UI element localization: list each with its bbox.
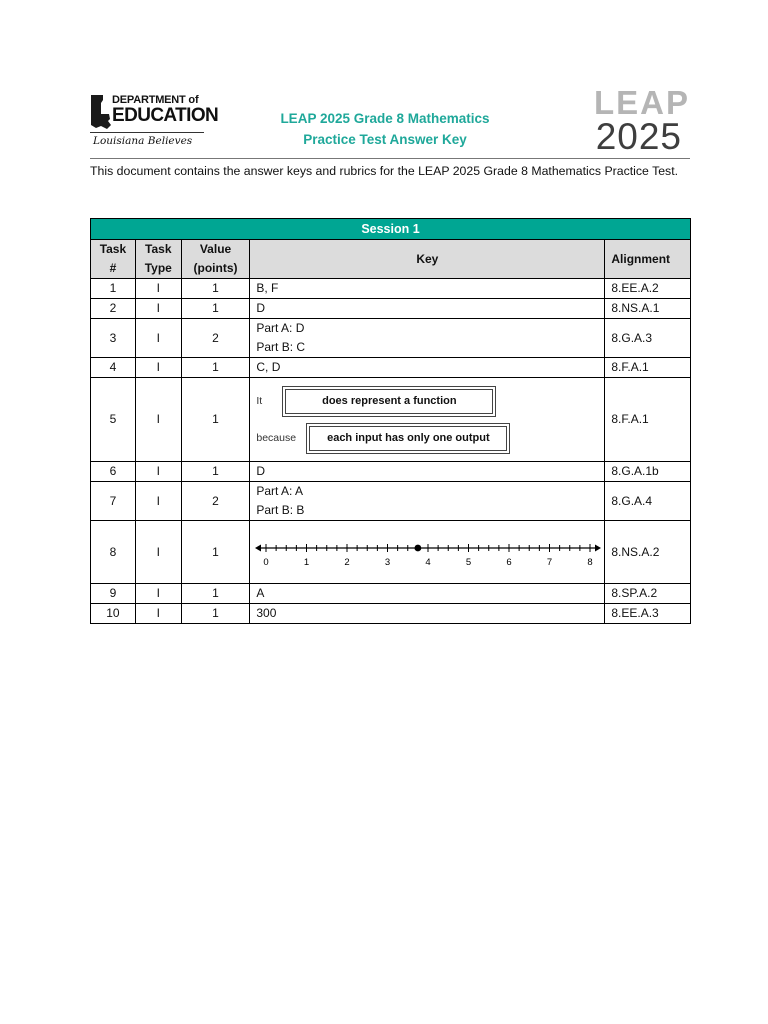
table-row — [91, 279, 691, 299]
answer-key: B, F — [250, 279, 605, 299]
task-type: I — [135, 482, 181, 521]
table-row — [91, 521, 691, 584]
task-value: 1 — [181, 462, 250, 482]
number-line-label: 7 — [547, 557, 553, 568]
table-header-row — [91, 240, 691, 279]
alignment: 8.SP.A.2 — [605, 584, 691, 604]
number-line — [250, 532, 604, 572]
doe-logo-line2: EDUCATION — [112, 105, 219, 126]
table-row — [91, 584, 691, 604]
task-type: I — [135, 299, 181, 319]
task-type: I — [135, 521, 181, 584]
task-number: 4 — [91, 358, 136, 378]
task-value: 1 — [181, 279, 250, 299]
number-line-label: 5 — [466, 557, 472, 568]
table-row — [91, 358, 691, 378]
inline-choice-box-1 — [282, 386, 496, 417]
table-row — [91, 462, 691, 482]
inline-choice-row-2 — [256, 423, 598, 454]
alignment: 8.F.A.1 — [605, 358, 691, 378]
session-header-row — [91, 219, 691, 240]
alignment: 8.NS.A.2 — [605, 521, 691, 584]
alignment: 8.F.A.1 — [605, 378, 691, 462]
task-type: I — [135, 378, 181, 462]
doe-logo-divider — [90, 132, 204, 133]
task-number: 1 — [91, 279, 136, 299]
leap-logo-word: LEAP — [593, 84, 690, 121]
answer-key — [250, 482, 605, 521]
doe-logo-line1: DEPARTMENT of — [112, 94, 199, 106]
task-number: 3 — [91, 319, 136, 358]
task-number: 9 — [91, 584, 136, 604]
task-number: 6 — [91, 462, 136, 482]
session-title: Session 1 — [91, 219, 691, 240]
inline-choice-row-1 — [256, 386, 598, 417]
task-value: 1 — [181, 299, 250, 319]
col-header-task-type: Task Type — [135, 240, 181, 279]
task-value: 2 — [181, 319, 250, 358]
task-number: 8 — [91, 521, 136, 584]
inline-choice-it-label: It — [256, 394, 263, 407]
task-type: I — [135, 604, 181, 624]
table-row — [91, 319, 691, 358]
alignment: 8.NS.A.1 — [605, 299, 691, 319]
alignment: 8.G.A.1b — [605, 462, 691, 482]
answer-key-part-b: Part B: B — [256, 503, 305, 517]
answer-key-part-a: Part A: D — [256, 321, 305, 335]
col-header-alignment: Alignment — [605, 240, 691, 279]
col-header-key: Key — [250, 240, 605, 279]
header — [90, 86, 690, 158]
number-line-label: 0 — [263, 557, 270, 568]
number-line-point — [415, 545, 422, 552]
number-line-label: 8 — [587, 557, 594, 568]
number-line-label: 3 — [385, 557, 391, 568]
answer-key-part-b: Part B: C — [256, 340, 306, 354]
answer-key: 300 — [250, 604, 605, 624]
header-divider — [90, 158, 690, 159]
inline-choice-box-2 — [306, 423, 510, 454]
alignment: 8.EE.A.3 — [605, 604, 691, 624]
doe-logo — [90, 86, 219, 154]
task-value: 1 — [181, 358, 250, 378]
alignment: 8.EE.A.2 — [605, 279, 691, 299]
title-line-1: LEAP 2025 Grade 8 Mathematics — [280, 111, 490, 126]
leap-logo-year: 2025 — [595, 116, 682, 157]
number-line-label: 2 — [344, 557, 351, 568]
task-value: 1 — [181, 604, 250, 624]
number-line-label: 1 — [304, 557, 310, 568]
answer-key-inline-choice — [250, 378, 605, 462]
number-line-label: 6 — [506, 557, 513, 568]
task-number: 5 — [91, 378, 136, 462]
alignment: 8.G.A.4 — [605, 482, 691, 521]
louisiana-state-icon — [90, 94, 112, 130]
leap-2025-logo — [574, 86, 690, 158]
title-line-2: Practice Test Answer Key — [303, 132, 467, 147]
task-number: 7 — [91, 482, 136, 521]
table-row — [91, 378, 691, 462]
intro-paragraph: This document contains the answer keys and rubrics for the LEAP 2025 Grade 8 Mathematics Practice Test. — [90, 164, 679, 178]
inline-choice-answer-2: each input has only one output — [309, 426, 507, 451]
doe-logo-tagline: Louisiana Believes — [93, 135, 193, 147]
answer-key — [250, 319, 605, 358]
col-header-value: Value (points) — [181, 240, 250, 279]
answer-key-table — [90, 218, 691, 624]
document-title — [250, 108, 520, 150]
task-type: I — [135, 319, 181, 358]
task-type: I — [135, 462, 181, 482]
answer-key: D — [250, 462, 605, 482]
alignment: 8.G.A.3 — [605, 319, 691, 358]
table-row — [91, 299, 691, 319]
inline-choice-because-label: because — [256, 431, 297, 444]
task-number: 2 — [91, 299, 136, 319]
answer-key-part-a: Part A: A — [256, 484, 304, 498]
task-value: 1 — [181, 584, 250, 604]
number-line-arrow-right — [595, 545, 601, 552]
number-line-label: 4 — [425, 557, 432, 568]
answer-key: C, D — [250, 358, 605, 378]
task-value: 1 — [181, 521, 250, 584]
task-type: I — [135, 584, 181, 604]
answer-key-number-line — [250, 521, 605, 584]
task-number: 10 — [91, 604, 136, 624]
inline-choice-answer-1: does represent a function — [285, 389, 493, 414]
task-value: 2 — [181, 482, 250, 521]
task-value: 1 — [181, 378, 250, 462]
col-header-task-number: Task # — [91, 240, 136, 279]
task-type: I — [135, 279, 181, 299]
answer-key: D — [250, 299, 605, 319]
task-type: I — [135, 358, 181, 378]
table-row — [91, 604, 691, 624]
number-line-arrow-left — [255, 545, 261, 552]
answer-key: A — [250, 584, 605, 604]
table-row — [91, 482, 691, 521]
